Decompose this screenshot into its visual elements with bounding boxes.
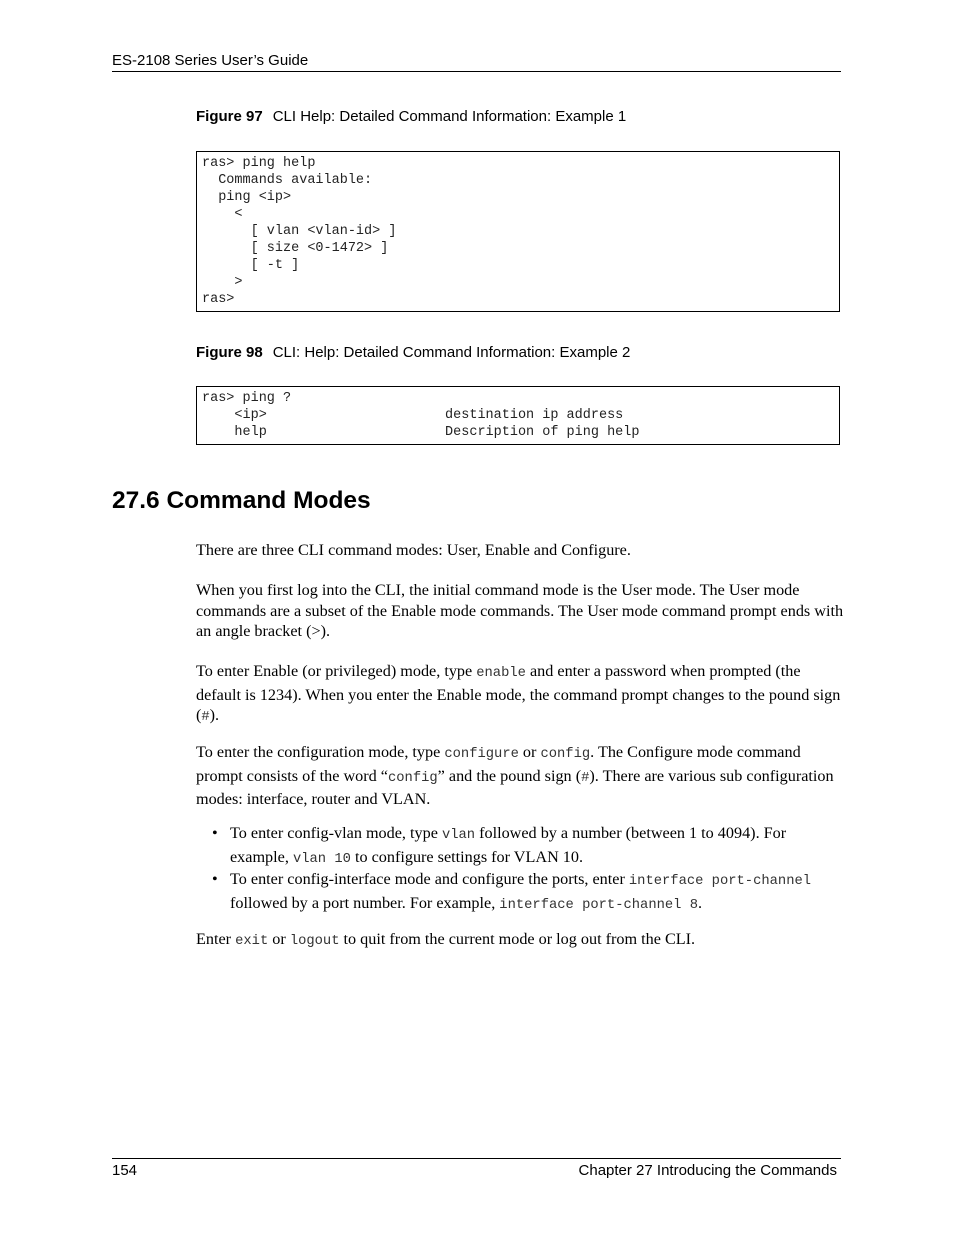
code-line: [ -t ] — [202, 258, 300, 273]
code-line: <ip> destination ip address — [202, 408, 624, 423]
code-line: ras> ping help — [202, 156, 316, 171]
figure-98-caption — [196, 344, 630, 361]
code-line: > — [202, 275, 243, 290]
bullet-icon: • — [212, 870, 218, 888]
footer-rule — [112, 1158, 841, 1159]
running-header: ES-2108 Series User’s Guide — [112, 52, 309, 69]
code-line: < — [202, 207, 243, 222]
paragraph-configure-mode: To enter the configuration mode, type configure or config. The Configure mode command prompt consists of the word “config” and the pound sign (#). There are various sub configuration modes: interface, router and VLAN. — [196, 743, 834, 808]
pound-sign: # — [581, 770, 590, 786]
code-line: [ size <0-1472> ] — [202, 241, 389, 256]
paragraph-enable-mode: To enter Enable (or privileged) mode, type enable and enter a password when prompted (the default is 1234). When you enter the Enable mode, the command prompt changes to the pound sign (#). — [196, 662, 841, 725]
paragraph-intro: There are three CLI command modes: User, Enable and Configure. — [196, 541, 631, 559]
command-exit: exit — [235, 934, 269, 949]
section-title: 27.6 Command Modes — [112, 487, 371, 514]
code-line: ras> ping ? — [202, 391, 292, 406]
code-line: ping <ip> — [202, 190, 292, 205]
figure-97-caption — [196, 108, 626, 125]
command-configure: configure — [444, 747, 519, 762]
chapter-title: Chapter 27 Introducing the Commands — [578, 1162, 837, 1179]
command-vlan: vlan — [441, 828, 476, 843]
page-number: 154 — [112, 1162, 138, 1179]
bullet-icon: • — [212, 824, 218, 842]
word-config: config — [387, 770, 438, 786]
figure-98-title: CLI: Help: Detailed Command Information: Example 2 — [272, 344, 631, 361]
figure-98-label: Figure 98 — [196, 344, 263, 361]
figure-97-code-block — [196, 151, 840, 312]
pound-sign: # — [201, 710, 210, 725]
list-item-config-vlan: • To enter config-vlan mode, type vlan followed by a number (between 1 to 4094). For example, vlan 10 to configure settings for VLAN 10. — [212, 824, 787, 867]
code-line: help Description of ping help — [202, 425, 640, 440]
list-item-config-interface: • To enter config-interface mode and configure the ports, enter interface port-channel followed by a port number. For example, interface port-channel 8. — [212, 870, 812, 913]
command-vlan-10: vlan 10 — [292, 851, 351, 867]
code-line: [ vlan <vlan-id> ] — [202, 224, 397, 239]
paragraph-user-mode: When you first log into the CLI, the initial command mode is the User mode. The User mode commands are a subset of the Enable mode commands. The User mode command prompt ends with an angle bracket (>). — [196, 581, 844, 640]
command-config: config — [540, 747, 591, 762]
figure-98-code-block — [196, 386, 840, 445]
command-enable: enable — [476, 666, 526, 681]
paragraph-exit: Enter exit or logout to quit from the current mode or log out from the CLI. — [196, 930, 696, 949]
figure-97-title: CLI Help: Detailed Command Information: Example 1 — [272, 108, 627, 125]
command-interface-port-channel: interface port-channel — [628, 874, 812, 889]
header-rule — [112, 71, 841, 72]
code-line: ras> — [202, 292, 235, 307]
command-interface-port-channel-8: interface port-channel 8 — [499, 897, 699, 913]
command-logout: logout — [289, 934, 340, 949]
figure-97-label: Figure 97 — [196, 108, 263, 125]
code-line: Commands available: — [202, 173, 373, 188]
